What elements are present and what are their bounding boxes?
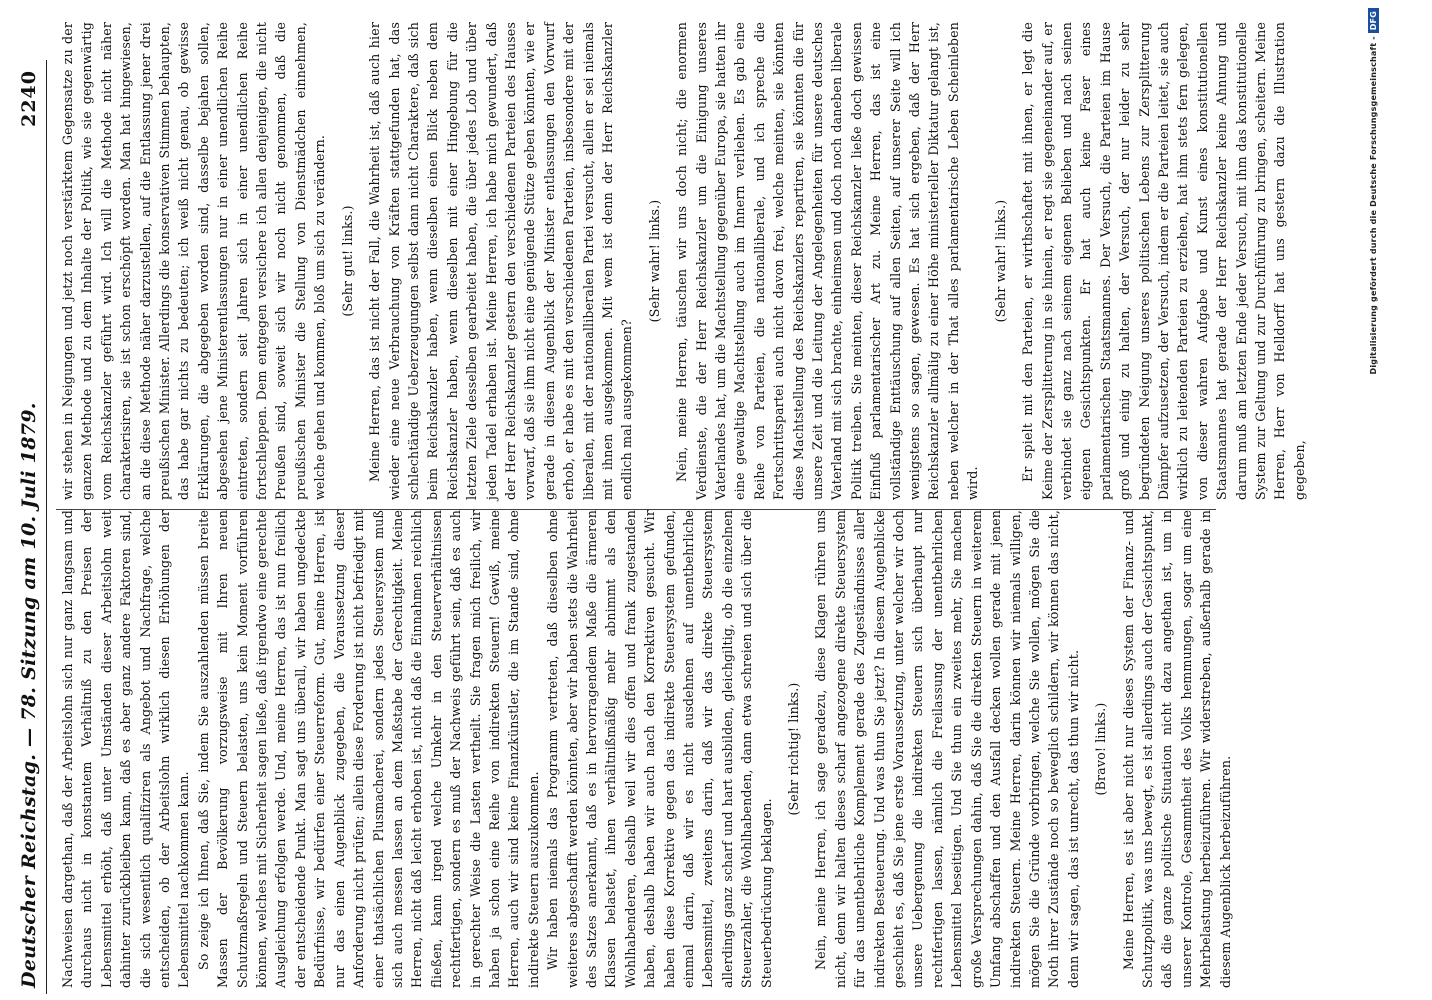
running-title: Deutscher Reichstag. — 78. Sitzung am 10. Juli 1879.	[18, 402, 40, 988]
interjection: (Sehr wahr! links.)	[992, 199, 1008, 323]
interjection: (Sehr wahr! links.)	[646, 199, 662, 323]
left-column	[58, 510, 1235, 988]
interjection: (Sehr richtig! links.)	[786, 682, 802, 816]
paragraph: Wir haben niemals das Programm vertreten, daß dieselben ohne weiteres abgeschafft werden könnten, aber wir haben stets die Wahrheit des Satzes anerkannt, daß es in hervorragendem Maße die ärmeren Klassen belastet, ihnen verhältnißmäßig mehr abnimmt als den Wohlhabenderen, deshalb weil wir dies offen und frank zugestanden haben, deshalb haben wir auch nach den Korrektiven gesucht. Wir haben diese Korrektive gegen das indirekte Steuersystem gefunden, einmal darin, daß wir es nicht ausdehnen auf unentbehrliche Lebensmittel, zweitens darin, daß wir das direkte Steuersystem allerdings ganz scharf und hart ausbilden, gleichgiltig, ob die einzelnen Steuerzahler, die Wohlhabenden, dann etwa schreien und sich über die Steuerbedrückung beklagen.	[545, 510, 774, 988]
interjection: (Sehr gut! links.)	[339, 205, 355, 317]
paragraph: Meine Herren, es ist aber nicht nur dieses System der Finanz- und Schutzpolitik, was uns bewegt, es ist allerdings auch der Gesichtspunkt, daß die ganze politische Situation nicht dazu angethan ist, um in unserer Kontrole, Gesammtheit des Volks hemmungen, sogar um eine Mehrbelastung herbeizuführen. Wir widerstreben, außerhalb gerade in diesem Augenblick herbeizuführen.	[1120, 510, 1233, 988]
page-number: 2240	[18, 70, 40, 127]
footer-area	[1250, 0, 1390, 1000]
paragraph: Nachweisen dargethan, daß der Arbeitslohn sich nur ganz langsam und durchaus nicht in konstantem Verhältniß zu den Preisen der Lebensmittel erhöht, daß unter Umständen dieser Arbeitslohn weit dahinter zurückbleiben kann, daß es aber ganz andere Faktoren sind, die sich wesentlich qualifiziren als Angebot und Nachfrage, welche entscheiden, ob der Arbeitslohn wirklich diesen Erhöhungen der Lebensmittel nachkommen kann.	[60, 510, 192, 988]
interjection: (Bravo! links.)	[1093, 702, 1109, 796]
paragraph: Nein, meine Herren, täuschen wir uns doch nicht; die enormen Verdienste, die der Herr Reichskanzler um die Einigung unseres Vaterlandes hat, um die Machtstellung gegenüber Europa, sie hatten ihr eine gewaltige Machtstellung auch im Innern verliehen. Es gab eine Reihe von Parteien, die nationalliberale, und ich spreche die Fortschrittspartei auch nicht davon frei, welche meinten, sie könnten diese Machtstellung des Reichskanzlers repartiren, sie könnten die für unsere Zeit und die Leitung der Angelegenheiten für unsere deutsches Vaterland mit sich brachte, einheimsen und doch noch daneben liberale Politik treiben. Sie meinten, dieser Reichskanzler ließe doch gewissen Einfluß parlamentarischer Art zu. Meine Herren, das ist eine vollständige Enttäuschung auf allen Seiten, auf unserer Seite will ich wenigstens so sagen, gewesen. Es hat sich ergeben, daß der Herr Reichskanzler allmälig zu einer Höhe ministerieller Diktatur gelangt ist, neben welcher in der That alles parlamentarische Leben Scheinleben wird.	[674, 22, 981, 500]
paragraph: Nein, meine Herren, ich sage geradezu, diese Klagen rühren uns nicht, denn wir halten dieses scharf angezogene direkte Steuersystem für das unentbehrliche Komplement gerade des Zugeständnisses aller indirekten Besteuerung. Und was thun Sie jetzt? In diesem Augenblicke geschieht es, daß Sie jene erste Voraussetzung, unter welcher wir doch unsere Uebergenung die indirekten Steuern sich überhaupt nur rechtfertigen lassen, nämlich die Freilassung der unentbehrlichen Lebensmittel beseitigen. Und Sie thun ein zweites mehr, Sie machen große Versprechungen dahin, daß Sie die direkten Steuern in weiterem Umfang abschaffen und den Ausfall decken wollen gerade mit jenen indirekten Steuern. Meine Herren, darin können wir niemals willigen, mögen Sie die Gründe vorbringen, welche Sie wollen, mögen Sie die Noth ihrer Zustände noch so beweglich schildern, wir können das nicht, denn wir sagen, das ist unrecht, das thun wir nicht.	[813, 510, 1081, 988]
paragraph: wir stehen in Neigungen und jetzt noch verstärktem Gegensatze zu der ganzen Methode und zu dem Inhalte der Politik, wie sie gegenwärtig vom Reichskanzler geführt wird. Ich will die Methode nicht näher charakterisiren, sie ist schon erschöpft worden. Man hat hingewiesen, an die diese Methode näher darzustellen, auf die Entlassung jener drei preußischen Minister. Allerdings die konservativen Stimmen behaupten, das habe gar nichts zu bedeuten; ich weiß nicht genau, ob gewisse Erklärungen, die abgegeben worden sind, dasselbe bejahen sollen, abgesehen jene Ministerentlassungen nur in einer unendlichen Reihe eintreten, sondern seit Jahren sich in einer unendlichen Reihe fortschleppen. Dem entgegen versichere ich allen denjenigen, die nicht Preußen sind, soweit sich wir noch nicht genommen, daß die preußischen Minister die Stellung von Dienstmädchen einnehmen, welche gehen und kommen, bloß um sich zu verändern.	[60, 22, 328, 500]
right-column	[58, 22, 1309, 500]
dfg-logo: DFG	[1368, 8, 1379, 33]
digitization-credit	[1368, 8, 1379, 374]
header-rule	[46, 60, 47, 994]
paragraph: Meine Herren, das ist nicht der Fall, die Wahrheit ist, daß auch hier wieder eine neue Verbrauchung von Kräften stattgefunden hat, das schlechtändige Ueberzeugungen selbst dann nicht Charaktere, daß sich beim Reichskanzler haben, wenn dieselben einen Blick neben dem Reichskanzler haben, wenn dieselben mit einer Hingebung für die letzten Ziele desselben gearbeitet haben, die über jedes Lob und über jeden Tadel erhaben ist. Meine Herren, ich habe mich gewundert, daß der Herr Reichskanzler gestern den verschiedenen Parteien des Hauses vorwarf, daß sie ihm nicht eine genügende Stütze geben könnten, wie er gerade in diesem Augenblick der Minister entlassungen den Vorwurf erhob, er habe es mit den verschiedenen Parteien, insbesondere mit der liberalen, mit der nationalliberalen Partei versucht, allein er sei niemals mit ihnen ausgekommen. Mit wem ist denn der Herr Reichskanzler endlich mal ausgekommen?	[367, 22, 635, 500]
page-header	[14, 0, 48, 1000]
paragraph: Er spielt mit den Parteien, er wirthschaftet mit ihnen, er legt die Keime der Zersplitterung in sie hinein, er regt sie gegeneinander auf, er verbindet sie ganz nach seinem eigenen Belieben und nach seinen eigenen Gesichtspunkten. Er hat auch keine Faser eines parlamentarischen Staatsmannes. Der Versuch, die Parteien im Hause groß und einig zu halten, der Versuch, der nur leider zu sehr begründeten Neigung unseres politischen Lebens zur Zersplitterung Dämpfer aufzusetzen, der Versuch, indem er die Parteien leitet, sie auch wirklich zu leitenden Parteien zu erziehen, hat ihm stets fern gelegen, von dieser wahren Aufgabe und Kunst eines konstitutionellen Staatsmannes hat gerade der Herr Reichskanzler keine Ahnung und darum muß am letzten Ende jeder Versuch, mit ihm das konstitutionelle System zur Geltung und zur Durchführung zu bringen, scheitern. Meine Herren, Herr von Helldorff hat uns gestern dazu die Illustration gegeben,	[1020, 22, 1307, 500]
credit-text: Digitalisierung gefördert durch die Deutsche Forschungsgemeinschaft -	[1369, 36, 1378, 375]
paragraph: So zeige ich Ihnen, daß Sie, indem Sie auszahlenden müssen breite Massen der Bevölkerung vorzugsweise mit Ihren neuen Schutzmaßregeln und Steuern belasten, uns kein Moment vorführen können, welches mit Sicherheit sagen ließe, daß irgendwo eine gerechte Ausgleichung erfolgen werde. Und, meine Herren, das ist nun freilich der entscheidende Punkt. Man sagt uns überall, wir haben ungedeckte Bedürfnisse, wir bedürfen einer Steuerreform. Gut, meine Herren, ist nur das einen Augenblick zugegeben, die Voraussetzung dieser Anforderung nicht prüfen; allein diese Forderung ist nicht befriedigt mit einer thatsächlichen Plusmacherei, sondern jedes Steuersystem muß sich auch messen lassen an dem Maßstabe der Gerechtigkeit. Meine Herren, nicht daß leicht erhoben ist, nicht daß die Einnahmen reichlich fließen, kann irgend welche Umkehr in den Steuerverhältnissen rechtfertigen, sondern es muß der Nachweis geführt sein, daß es auch in gerechter Weise die Lasten vertheilt. Sie fragen mich freilich, wir haben ja schon eine Reihe von indirekten Steuern! Gewiß, meine Herren, auch wir sind keine Finanzkünstler, die im Stande sind, ohne indirekte Steuern auszukommen.	[195, 510, 541, 988]
